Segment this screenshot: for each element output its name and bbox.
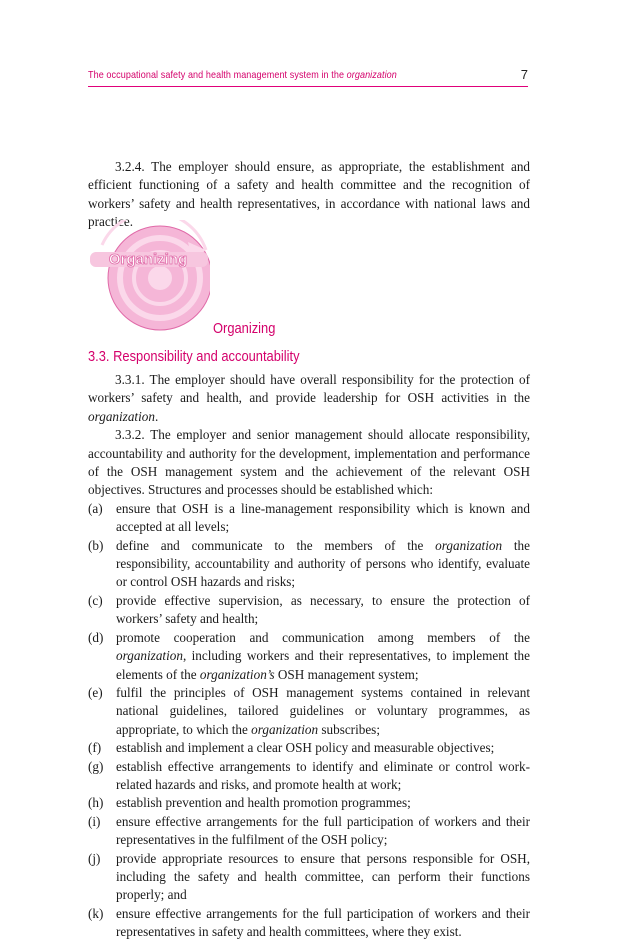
list-item-marker: (j) — [88, 850, 101, 866]
list-item-marker: (b) — [88, 537, 104, 553]
list-item-italic: organization’s — [199, 666, 275, 682]
list-item-text: ensure effective arrangements for the full participation of workers and their representatives in safety and health committees, where they exist. — [116, 905, 530, 940]
header-title-prefix: The occupational safety and health management system in the — [88, 69, 347, 81]
list-item-marker: (f) — [88, 740, 102, 756]
paragraph-number: 3.3.1. — [115, 372, 145, 387]
list-item-text: establish effective arrangements to identify and eliminate or control work-related hazards and risks, and promote health at work; — [116, 758, 530, 792]
list-item — [88, 684, 530, 739]
organizing-heading: Organizing — [213, 320, 276, 337]
section-3-3-body — [88, 371, 530, 942]
paragraph-3-3-1 — [88, 371, 530, 426]
list-item — [88, 629, 530, 684]
list-item — [88, 592, 530, 629]
running-header — [88, 68, 528, 87]
organizing-badge-icon — [88, 220, 210, 332]
list-item-marker: (i) — [88, 813, 101, 829]
header-title-italic: organization — [346, 69, 397, 81]
list-item-marker: (g) — [88, 758, 104, 774]
list-item-text: provide effective supervision, as necessary, to ensure the protection of workers’ safety and health; — [116, 592, 530, 627]
paragraph-number: 3.2.4. — [115, 159, 145, 174]
list-item-marker: (k) — [88, 905, 104, 921]
list-item — [88, 794, 530, 812]
list-item-text: provide appropriate resources to ensure that persons responsible for OSH, including the safety and health committee, can perform their functions properly; and — [116, 850, 530, 903]
list-item-marker: (c) — [88, 592, 103, 608]
list-item-italic: organization — [251, 721, 319, 737]
list-item — [88, 813, 530, 850]
list-item — [88, 850, 530, 905]
list-item-text: establish and implement a clear OSH policy and measurable objectives; — [116, 740, 495, 756]
paragraph-text: The employer should ensure, as appropriate, the establishment and efficient functioning of a safety and health committee and the recognition of workers’ safety and health representatives, in accordance with national laws and practice. — [88, 159, 531, 230]
list-item-marker: (a) — [88, 500, 103, 516]
running-header-title — [88, 69, 397, 81]
list-item-text: ensure that OSH is a line-management responsibility which is known and accepted at all levels; — [116, 500, 530, 535]
section-heading-3-3: 3.3. Responsibility and accountability — [88, 348, 300, 365]
list-item-text: subscribes; — [318, 721, 380, 737]
list-item-marker: (e) — [88, 684, 103, 700]
paragraph-italic: organization — [88, 408, 155, 424]
list-item-italic: organization — [435, 537, 503, 553]
list-item — [88, 758, 530, 795]
badge-label: Organizing — [108, 251, 188, 268]
list-item — [88, 739, 530, 757]
list-item-marker: (d) — [88, 629, 104, 645]
list-item-text: , including workers and their representatives, to implement the elements of the — [116, 648, 530, 682]
list-item — [88, 500, 530, 537]
list-item-text: fulfil the principles of OSH management systems contained in relevant national guidelines, tailored guidelines or voluntary programmes, as appropriate, to which the — [116, 684, 530, 737]
paragraph-number: 3.3.2. — [115, 427, 145, 443]
paragraph-3-3-2 — [88, 426, 530, 500]
list-item-italic: organization — [116, 648, 183, 664]
list-item-text: ensure effective arrangements for the full participation of workers and their representatives in the fulfilment of the OSH policy; — [116, 813, 530, 848]
paragraph-text-end: . — [154, 408, 159, 424]
page-number: 7 — [520, 67, 528, 82]
responsibility-list — [88, 500, 530, 942]
list-item-text: promote cooperation and communication among members of the — [116, 629, 530, 645]
list-item-text: define and communicate to the members of the — [116, 537, 436, 553]
paragraph-text: The employer and senior management should allocate responsibility, accountability and authority for the development, implementation and performance of the OSH management system and the achievement of the relevant OSH objectives. Structures and processes should be established which: — [88, 427, 530, 498]
paragraph-text: The employer should have overall responsibility for the protection of workers’ safety and health, and provide leadership for OSH activities in the — [88, 372, 531, 406]
list-item-text: establish prevention and health promotion programmes; — [116, 795, 411, 811]
list-item-text: the responsibility, accountability and authority of persons who identify, evaluate or control OSH hazards and risks; — [116, 537, 530, 590]
list-item — [88, 537, 530, 592]
list-item — [88, 905, 530, 942]
list-item-text: OSH management system; — [274, 666, 419, 682]
list-item-marker: (h) — [88, 795, 104, 811]
